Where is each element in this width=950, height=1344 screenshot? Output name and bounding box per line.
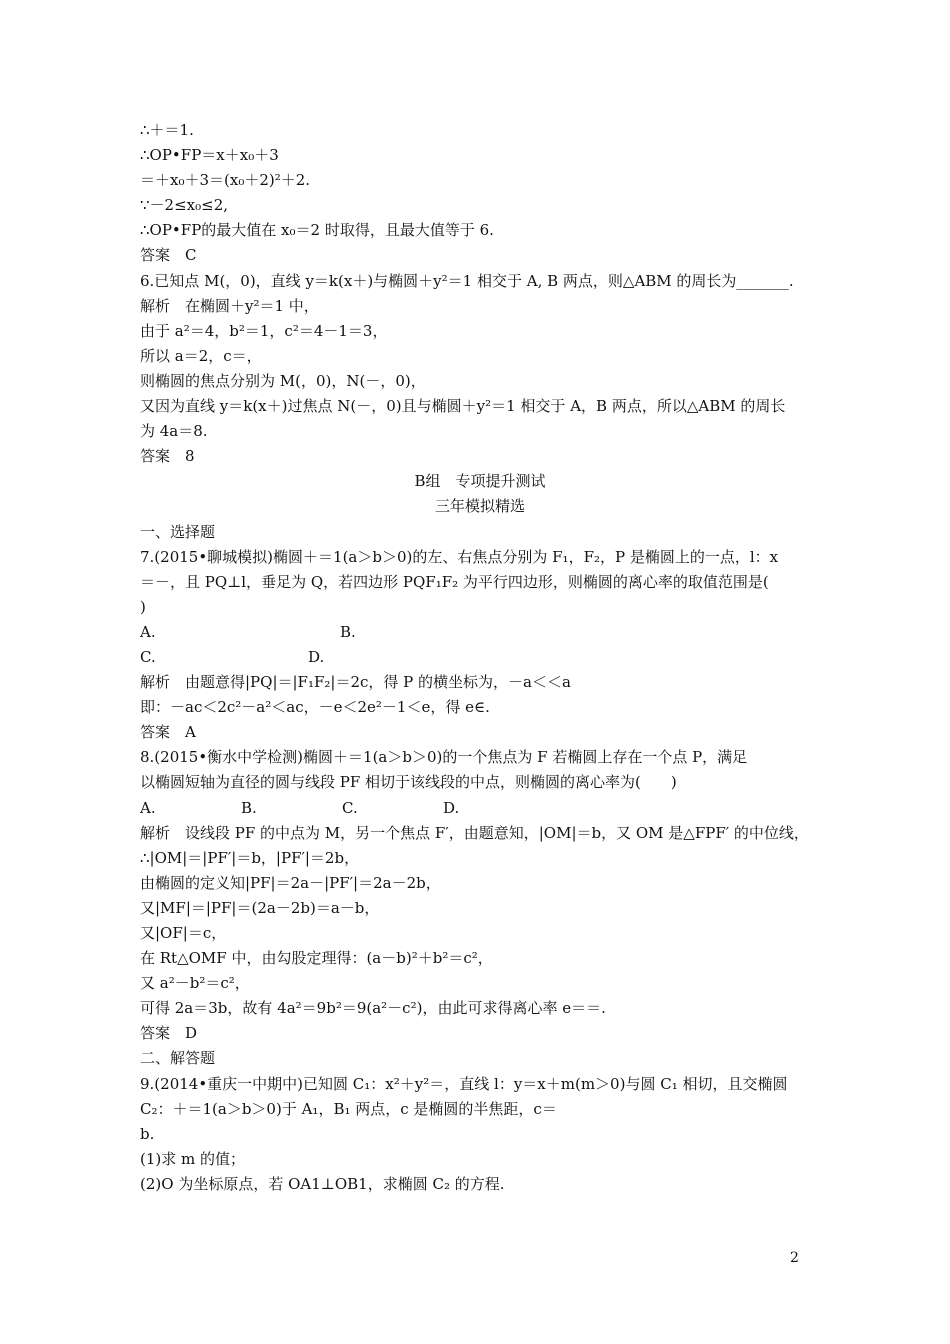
text-line: ∴OP•FP＝x＋x₀＋3 [140, 146, 279, 165]
q7-options-row-2 [140, 645, 820, 670]
text-line: 由于 a²＝4，b²＝1，c²＝4－1＝3， [140, 321, 388, 340]
q8-option-b: B. [241, 798, 257, 817]
text-line: 解析 由题意得|PQ|＝|F₁F₂|＝2c，得 P 的横坐标为，－a＜＜a [140, 673, 571, 692]
text-line: (1)求 m 的值； [140, 1149, 246, 1168]
answer-line: 答案 A [140, 723, 196, 742]
text-line: ∵－2≤x₀≤2, [140, 196, 229, 215]
document-body [140, 118, 820, 1197]
text-line: ∴＋＝1. [140, 121, 194, 139]
answer-line: 答案 D [140, 1024, 198, 1043]
text-line: 解析 设线段 PF 的中点为 M，另一个焦点 F′，由题意知，|OM|＝b，又 OM 是△FPF′ 的中位线， [140, 823, 809, 842]
q8-option-c: C. [342, 798, 358, 817]
q7-option-c: C. [140, 647, 156, 666]
text-line: 又|MF|＝|PF|＝(2a－2b)＝a－b， [140, 898, 380, 917]
text-line: ∴|OM|＝|PF′|＝b，|PF′|＝2b， [140, 848, 360, 867]
text-line: 又 a²－b²＝c²， [140, 974, 250, 993]
text-line: 以椭圆短轴为直径的圆与线段 PF 相切于该线段的中点，则椭圆的离心率为( ) [140, 773, 677, 792]
section-heading: B组 专项提升测试 [414, 472, 546, 491]
question-7: 7.(2015•聊城模拟)椭圆＋＝1(a＞b＞0)的左、右焦点分别为 F₁，F₂，P 是椭圆上的一点，l：x [140, 547, 779, 566]
text-line: 又因为直线 y＝k(x＋)过焦点 N(－，0)且与椭圆＋y²＝1 相交于 A，B 两点，所以△ABM 的周长 [140, 397, 786, 416]
q8-option-a: A. [140, 798, 156, 817]
text-line: 在 Rt△OMF 中，由勾股定理得：(a－b)²＋b²＝c²， [140, 949, 493, 968]
text-line: 可得 2a＝3b，故有 4a²＝9b²＝9(a²－c²)，由此可求得离心率 e＝＝. [140, 999, 606, 1018]
text-line: 为 4a＝8. [140, 422, 208, 441]
part-heading: 二、解答题 [140, 1049, 216, 1068]
text-line: 由椭圆的定义知|PF|＝2a－|PF′|＝2a－2b， [140, 873, 441, 892]
part-heading: 一、选择题 [140, 522, 216, 541]
text-line: 即：－ac＜2c²－a²＜ac，－e＜2e²－1＜e，得 e∈. [140, 698, 490, 717]
text-line: b. [140, 1124, 155, 1143]
section-subheading: 三年模拟精选 [434, 497, 525, 516]
q7-option-b: B. [340, 622, 356, 641]
page-number: 2 [790, 1250, 799, 1266]
text-line: C₂：＋＝1(a＞b＞0)于 A₁，B₁ 两点，c 是椭圆的半焦距，c＝ [140, 1099, 557, 1118]
answer-line: 答案 C [140, 246, 197, 265]
q8-option-d: D. [443, 798, 460, 817]
q8-options-row [140, 796, 820, 821]
q7-option-d: D. [308, 647, 325, 666]
q7-option-a: A. [140, 622, 156, 641]
text-line: 解析 在椭圆＋y²＝1 中， [140, 296, 319, 315]
question-8: 8.(2015•衡水中学检测)椭圆＋＝1(a＞b＞0)的一个焦点为 F 若椭圆上存在一个点 P，满足 [140, 748, 748, 767]
text-line: ) [140, 597, 146, 616]
text-line: (2)O 为坐标原点，若 OA1⊥OB1，求椭圆 C₂ 的方程. [140, 1174, 505, 1193]
text-line: 又|OF|＝c， [140, 924, 227, 942]
text-line: ∴OP•FP的最大值在 x₀＝2 时取得，且最大值等于 6. [140, 221, 494, 240]
question-9: 9.(2014•重庆一中期中)已知圆 C₁：x²＋y²＝，直线 l：y＝x＋m(m＞0)与圆 C₁ 相切，且交椭圆 [140, 1074, 788, 1093]
q7-options-row-1 [140, 620, 820, 645]
text-line: ＝－，且 PQ⊥l，垂足为 Q，若四边形 PQF₁F₂ 为平行四边形，则椭圆的离心率的取值范围是( [140, 572, 769, 591]
text-line: ＝＋x₀＋3＝(x₀＋2)²＋2. [140, 171, 311, 190]
text-line: 则椭圆的焦点分别为 M(，0)，N(－，0)， [140, 371, 426, 390]
text-line: 所以 a＝2，c＝， [140, 346, 262, 365]
question-6: 6.已知点 M(，0)，直线 y＝k(x＋)与椭圆＋y²＝1 相交于 A, B 两点，则△ABM 的周长为_______. [140, 271, 794, 290]
answer-line: 答案 8 [140, 447, 195, 466]
